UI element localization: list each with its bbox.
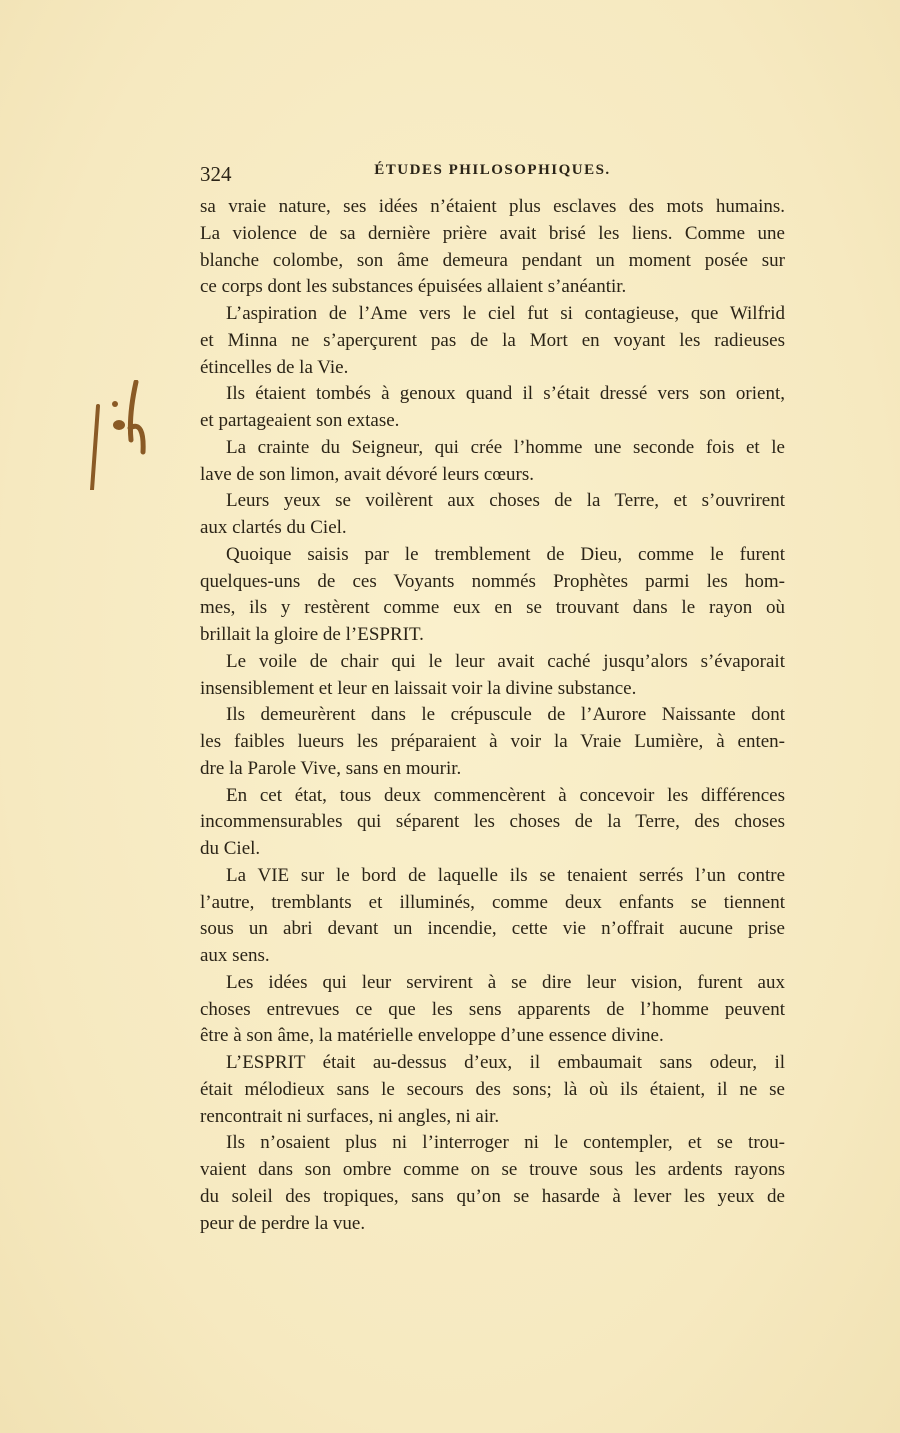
text-line: sa vraie nature, ses idées n’étaient plus esclaves des mots humains. — [200, 196, 785, 217]
text-line: et partageaient son extase. — [200, 410, 400, 431]
text-line: insensiblement et leur en laissait voir la divine substance. — [200, 677, 637, 699]
text-line: quelques-uns de ces Voyants nommés Prophètes parmi les hom- — [200, 570, 785, 592]
text-line: du Ciel. — [200, 838, 261, 859]
text-line: aux clartés du Ciel. — [200, 517, 347, 538]
text-line: et Minna ne s’aperçurent pas de la Mort en voyant les radieuses — [200, 329, 785, 351]
handwritten-margin-note — [86, 380, 156, 490]
text-line: En cet état, tous deux commencèrent à concevoir les différences — [226, 784, 785, 806]
text-line: peur de perdre la vue. — [200, 1212, 366, 1234]
text-line: lave de son limon, avait dévoré leurs cœurs. — [200, 463, 534, 485]
running-title: ÉTUDES PHILOSOPHIQUES. — [374, 162, 611, 178]
text-line: les faibles lueurs les préparaient à voir la Vraie Lumière, à enten- — [200, 731, 785, 752]
text-line: sous un abri devant un incendie, cette vie n’offrait aucune prise — [200, 918, 785, 940]
text-line: Ils n’osaient plus ni l’interroger ni le contempler, et se trou- — [226, 1132, 785, 1154]
text-line: vaient dans son ombre comme on se trouve sous les ardents rayons — [200, 1159, 785, 1180]
text-line: Ils demeurèrent dans le crépuscule de l’Aurore Naissante dont — [226, 704, 785, 726]
text-line: du soleil des tropiques, sans qu’on se hasarde à lever les yeux de — [200, 1185, 785, 1207]
text-line: l’autre, tremblants et illuminés, comme deux enfants se tiennent — [200, 891, 785, 913]
text-line: La violence de sa dernière prière avait brisé les liens. Comme une — [200, 222, 785, 244]
text-line: blanche colombe, son âme demeura pendant un moment posée sur — [200, 249, 785, 271]
text-line: L’ESPRIT était au-dessus d’eux, il embaumait sans odeur, il — [226, 1052, 785, 1073]
text-line: être à son âme, la matérielle enveloppe d’une essence divine. — [200, 1025, 664, 1047]
text-line: dre la Parole Vive, sans en mourir. — [200, 757, 462, 779]
text-line: étincelles de la Vie. — [200, 356, 349, 378]
page-body-text — [200, 194, 785, 1237]
text-line: mes, ils y restèrent comme eux en se trouvant dans le rayon où — [200, 597, 785, 619]
text-line: était mélodieux sans le secours des sons; là où ils étaient, il ne se — [200, 1078, 785, 1100]
text-line: ce corps dont les substances épuisées allaient s’anéantir. — [200, 276, 627, 298]
text-line: brillait la gloire de l’ESPRIT. — [200, 624, 424, 645]
text-line: rencontrait ni surfaces, ni angles, ni air. — [200, 1105, 500, 1127]
page-header — [200, 160, 785, 188]
text-line: Les idées qui leur servirent à se dire leur vision, furent aux — [226, 971, 785, 993]
text-line: incommensurables qui séparent les choses de la Terre, des choses — [200, 811, 785, 833]
page-number: 324 — [200, 162, 232, 186]
text-line: La crainte du Seigneur, qui crée l’homme une seconde fois et le — [226, 436, 785, 458]
text-line: choses entrevues ce que les sens apparents de l’homme peuvent — [200, 998, 785, 1020]
text-line: L’aspiration de l’Ame vers le ciel fut si contagieuse, que Wilfrid — [226, 303, 785, 324]
text-line: Quoique saisis par le tremblement de Dieu, comme le furent — [226, 543, 785, 565]
text-line: Ils étaient tombés à genoux quand il s’était dressé vers son orient, — [226, 383, 785, 405]
text-line: La VIE sur le bord de laquelle ils se tenaient serrés l’un contre — [226, 864, 785, 886]
text-line: aux sens. — [200, 945, 270, 966]
text-line: Leurs yeux se voilèrent aux choses de la Terre, et s’ouvrirent — [226, 490, 785, 512]
text-line: Le voile de chair qui le leur avait caché jusqu’alors s’évaporait — [226, 650, 785, 672]
